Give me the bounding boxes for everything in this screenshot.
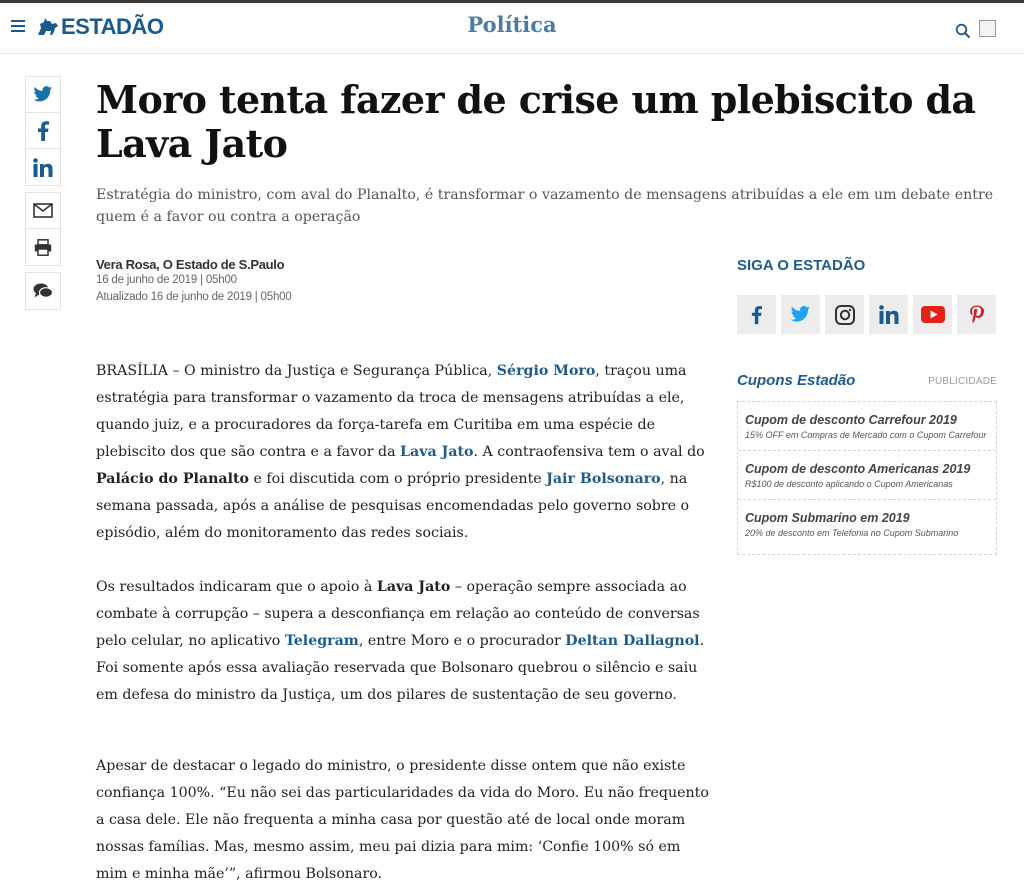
facebook-icon [37,121,49,141]
text-span: Os resultados indicaram que o apoio à [96,579,377,595]
coupon-title: Cupom de desconto Americanas 2019 [745,462,971,476]
twitter-icon [33,86,53,103]
byline [96,257,292,306]
section-title[interactable]: Política [467,12,557,37]
cupons-header [737,370,997,389]
text-span: , na semana passada, após a análise de pesquisas encomendadas pelo governo sobre o episódio, além do monitoramento das redes sociais. [96,471,690,541]
coupon-item[interactable] [738,402,996,451]
comments-bar [25,272,61,310]
instagram-icon [835,305,855,325]
text-span: e foi discutida com o próprio presidente [248,471,547,487]
text-span: BRASÍLIA – O ministro da Justiça e Segurança Pública, [96,363,497,379]
text-span: , traçou uma estratégia para transformar o vazamento da troca de mensagens atribuídas a ele, quando juiz, e a procuradores da força-tarefa em Curitiba em uma espécie de plebiscito dos que são contra e a favor da [96,363,687,460]
coupon-description: 20% de desconto em Telefonia no Cupom Submarino [745,528,959,538]
follow-title: SIGA O ESTADÃO [737,257,866,274]
link-telegram[interactable]: Telegram [284,633,359,649]
comments-icon [33,283,53,299]
paragraph-1 [96,358,711,547]
broken-image-icon[interactable] [979,20,996,37]
horse-rider-logo-icon [36,17,60,37]
author-name: Vera Rosa, O Estado de S.Paulo [96,257,285,272]
paragraph-3: Apesar de destacar o legado do ministro, o presidente disse ontem que não existe confiança 100%. “Eu não sei das particularidades da vida do Moro. Eu não frequento a casa dele. Ele não frequenta a minha casa por questão até de local onde moram nossas famílias. Mas, mesmo assim, meu pai dizia para mim: ‘Confie 100% só em mim e minha mãe’”, afirmou Bolsonaro. [96,758,709,882]
text-span: . Foi somente após essa avaliação reservada que Bolsonaro quebrou o silêncio e saiu em defesa do ministro da Justiça, um dos pilares de sustentação de seu governo. [96,633,705,703]
article-subheadline: Estratégia do ministro, com aval do Planalto, é transformar o vazamento de mensagens atribuídas a ele em um debate entre quem é a favor ou contra a operação [96,187,994,225]
paragraph-2 [96,574,711,709]
linkedin-icon [879,305,899,324]
follow-twitter-button[interactable] [781,295,820,334]
coupon-item[interactable] [738,451,996,500]
coupon-list [737,401,997,555]
link-lava-jato[interactable]: Lava Jato [400,444,474,460]
tools-group [25,192,61,266]
pinterest-icon [969,305,984,325]
menu-icon[interactable] [11,20,25,32]
coupon-title: Cupom Submarino em 2019 [745,511,910,525]
social-follow-row [737,295,996,334]
follow-linkedin-button[interactable] [869,295,908,334]
social-share-group [25,76,61,186]
coupon-description: 15% OFF em Compras de Mercado com o Cupom Carrefour [745,430,987,440]
bold-lava-jato: Lava Jato [376,579,451,595]
twitter-share-button[interactable] [26,77,60,113]
print-icon [34,239,52,256]
article-body [96,358,711,888]
youtube-icon [921,306,945,323]
comments-button[interactable] [26,273,60,309]
twitter-icon [790,306,811,323]
linkedin-icon [33,158,53,177]
updated-date: Atualizado 16 de junho de 2019 | 05h00 [96,291,292,303]
publish-date: 16 de junho de 2019 | 05h00 [96,274,237,286]
estadao-logo[interactable] [36,14,163,40]
follow-youtube-button[interactable] [913,295,952,334]
link-deltan-dallagnol[interactable]: Deltan Dallagnol [565,633,700,649]
link-sergio-moro[interactable]: Sérgio Moro [496,363,596,379]
facebook-share-button[interactable] [26,113,60,149]
text-span: , entre Moro e o procurador [358,633,566,649]
linkedin-share-button[interactable] [26,149,60,185]
email-icon [33,203,53,218]
coupon-title: Cupom de desconto Carrefour 2019 [745,413,957,427]
link-jair-bolsonaro[interactable]: Jair Bolsonaro [546,471,661,487]
follow-pinterest-button[interactable] [957,295,996,334]
ad-label: PUBLICIDADE [928,376,997,387]
follow-instagram-button[interactable] [825,295,864,334]
coupon-item[interactable] [738,500,996,554]
article-headline: Moro tenta fazer de crise um plebiscito da Lava Jato [96,77,976,166]
text-span: . A contraofensiva tem o aval do [473,444,705,460]
print-button[interactable] [26,229,60,265]
email-share-button[interactable] [26,193,60,229]
comments-group [25,272,61,310]
facebook-icon [751,305,762,325]
follow-facebook-button[interactable] [737,295,776,334]
bold-palacio-do-planalto: Palácio do Planalto [96,471,249,487]
tools-bar [25,192,61,266]
text-span: – operação sempre associada ao combate à corrupção – supera a desconfiança em relação ao conteúdo de conversas pelo celular, no aplicativo [96,579,700,649]
share-bar [25,76,61,186]
cupons-title[interactable]: Cupons Estadão [737,372,856,389]
top-bar [0,0,1024,54]
coupon-description: R$100 de desconto aplicando o Cupom Americanas [745,479,953,489]
search-icon[interactable] [955,23,971,39]
logo-text: ESTADÃO [61,14,164,39]
